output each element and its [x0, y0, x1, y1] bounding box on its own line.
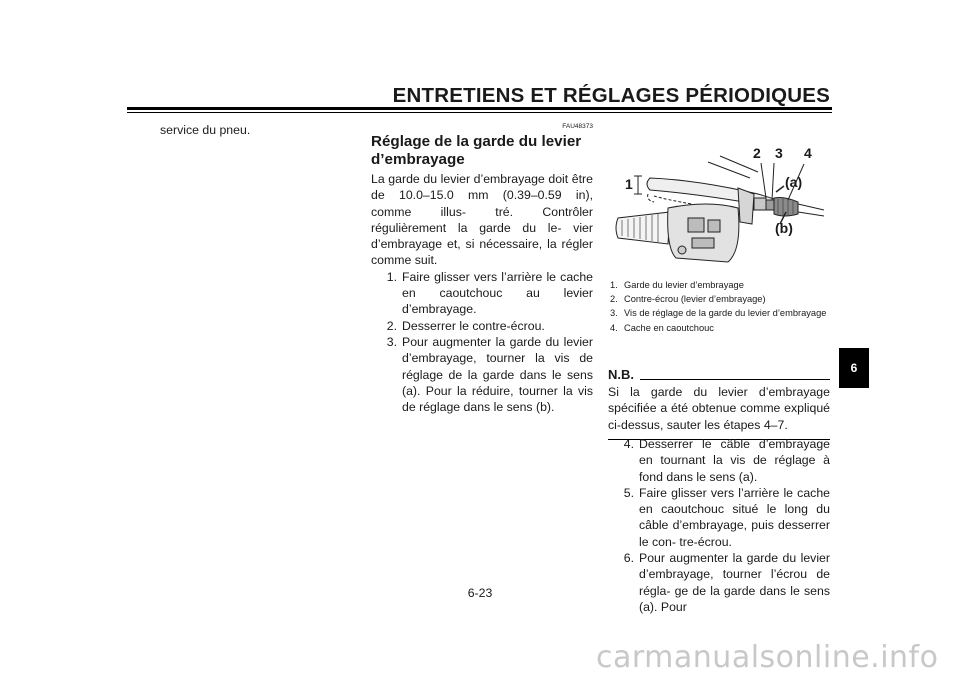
legend-text: Cache en caoutchouc: [624, 322, 714, 333]
left-column: [160, 122, 360, 138]
section-code: FAU48373: [562, 123, 593, 130]
note-label: N.B.: [608, 367, 634, 382]
step-number: 3.: [386, 334, 397, 349]
step-item: [608, 485, 830, 550]
step-item: [371, 269, 593, 318]
steps-list-left: [371, 269, 593, 416]
step-number: 6.: [623, 551, 634, 566]
section-heading: Réglage de la garde du levier d’embrayage: [371, 133, 582, 168]
figure-label-a: (a): [785, 174, 803, 190]
legend-item: [610, 294, 832, 305]
legend-item: [610, 323, 832, 334]
figure-label-3: 3: [775, 145, 783, 161]
legend-item: [610, 280, 832, 291]
step-text: Desserrer le contre-écrou.: [402, 318, 545, 333]
step-item: [608, 436, 830, 485]
page-title: ENTRETIENS ET RÉGLAGES PÉRIODIQUES: [392, 84, 830, 107]
steps-list-right: [608, 436, 830, 615]
figure-label-4: 4: [804, 145, 812, 161]
legend-number: 1.: [610, 280, 618, 290]
left-column-text: service du pneu.: [160, 123, 251, 137]
figure-legend: [610, 280, 832, 337]
page-number: 6-23: [467, 586, 493, 600]
clutch-lever-drawing: [608, 138, 830, 275]
step-text: Desserrer le câble d’embrayage en tournant la vis de réglage à fond dans le sens (a).: [639, 437, 830, 484]
step-text: Pour augmenter la garde du levier d’embrayage, tourner l’écrou de régla- ge de la garde dans le sens (a). Pour: [639, 551, 830, 614]
section-intro: La garde du levier d’embrayage doit être de 10.0–15.0 mm (0.39–0.59 in), comme illus- tré. Contrôler régulièrement la garde du le- vier d’embrayage et, si nécessaire, la régler comme suit.: [371, 172, 593, 268]
legend-text: Contre-écrou (levier d’embrayage): [624, 294, 766, 305]
step-number: 4.: [623, 437, 634, 451]
header-rule-thin: [127, 112, 832, 113]
note-block: [608, 368, 830, 440]
header-rule-thick: [127, 107, 832, 110]
figure-label-b: (b): [775, 220, 793, 236]
step-text: Faire glisser vers l’arrière le cache en caoutchouc situé le long du câble d’embrayage, puis desserrer le con- tre-écrou.: [639, 485, 830, 549]
note-rule-top: [640, 379, 830, 380]
legend-number: 4.: [610, 322, 618, 333]
middle-column: [371, 122, 593, 415]
clutch-lever-figure: [608, 138, 830, 275]
note-header: [608, 368, 830, 382]
step-item: [371, 318, 593, 334]
watermark-text: carmanualsonline.info: [596, 640, 939, 675]
legend-number: 3.: [610, 308, 618, 319]
note-text: Si la garde du levier d’embrayage spécifiée a été obtenue comme expliqué ci-dessus, sauter les étapes 4–7.: [608, 385, 830, 432]
step-item: [371, 334, 593, 415]
step-text: Faire glisser vers l’arrière le cache en caoutchouc au levier d’embrayage.: [402, 269, 593, 317]
step-number: 1.: [386, 269, 397, 284]
legend-text: Vis de réglage de la garde du levier d’embrayage: [624, 308, 827, 319]
step-number: 5.: [623, 485, 634, 500]
step-item: [608, 550, 830, 615]
legend-text: Garde du levier d’embrayage: [624, 280, 744, 290]
legend-item: [610, 308, 832, 319]
chapter-tab: 6: [839, 348, 869, 388]
right-column-steps: [608, 436, 830, 615]
figure-label-1: 1: [625, 176, 633, 192]
legend-number: 2.: [610, 294, 618, 305]
step-number: 2.: [386, 318, 397, 333]
figure-label-2: 2: [753, 145, 761, 161]
step-text: Pour augmenter la garde du levier d’embrayage, tourner la vis de réglage de la garde dans le sens (a). Pour la réduire, tourner la vis de réglage dans le sens (b).: [402, 334, 593, 415]
